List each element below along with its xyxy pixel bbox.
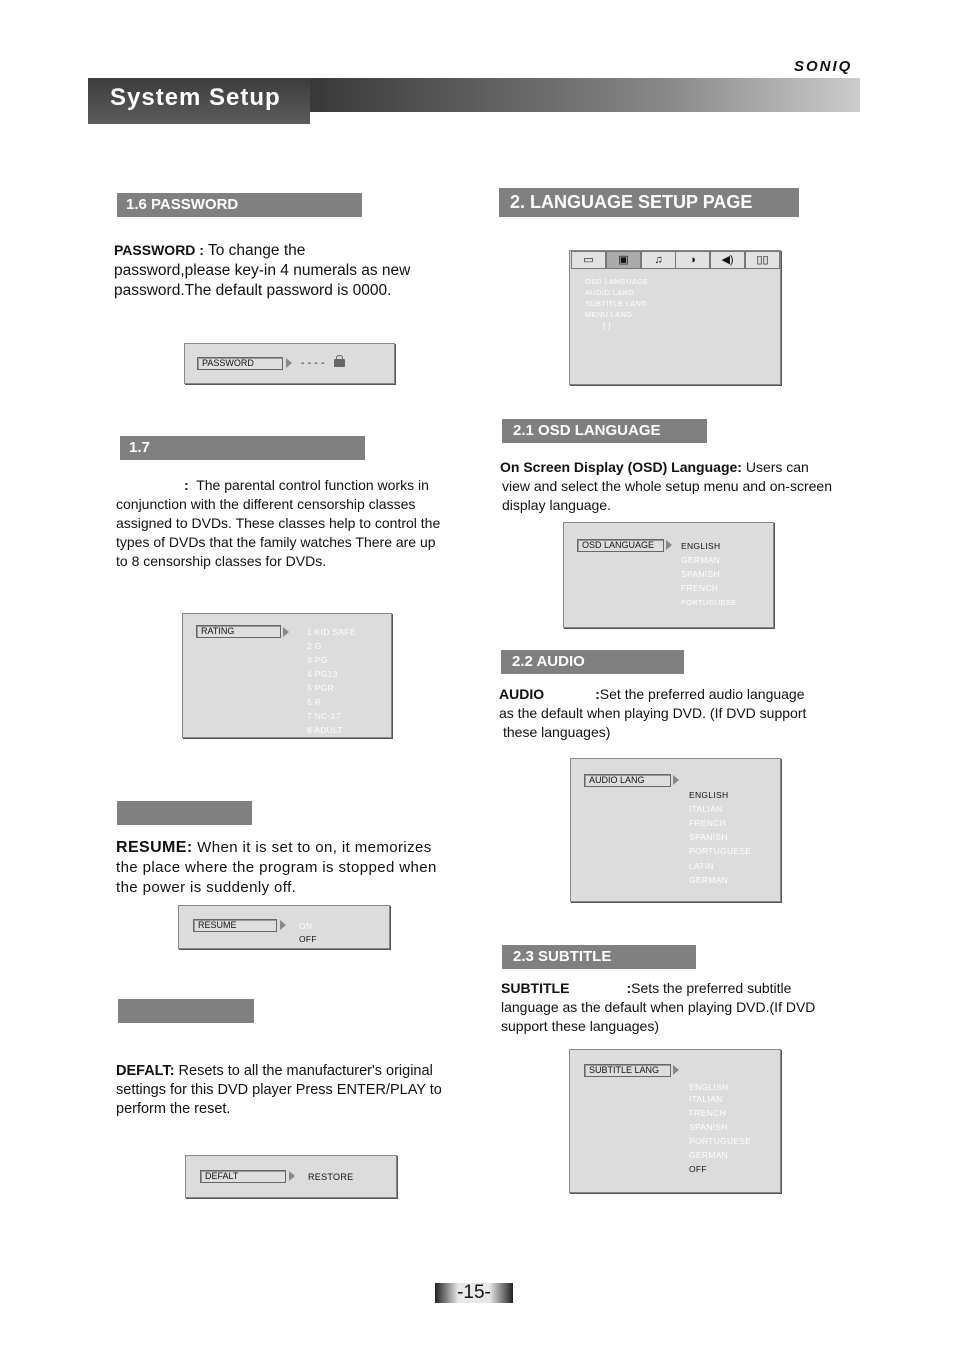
subtitle-option[interactable]: PORTUGUESE [689,1136,752,1146]
section-osd-heading: 2.1 OSD LANGUAGE [502,419,707,443]
subtitle-option[interactable]: GERMAN [689,1150,729,1160]
audio-option[interactable]: LATIN [689,861,714,871]
section-audio-heading: 2.2 AUDIO [501,650,684,674]
audio-option[interactable]: PORTUGUESE [689,846,752,856]
rating-option[interactable]: 1 KID SAFE [307,627,356,637]
resume-option-off[interactable]: OFF [299,934,317,944]
music-icon[interactable]: ♫ [641,251,676,269]
resume-lead: RESUME: [116,839,193,856]
resume-field[interactable]: RESUME [193,919,277,932]
person-icon[interactable]: ▣ [606,251,641,269]
subtitle-lang-field[interactable]: SUBTITLE LANG [584,1064,671,1077]
password-lead: PASSWORD : [114,242,204,258]
section-rating-heading: 1.7 [120,436,365,460]
rating-description: : The parental control function works in conjunction with the different censorship classes assigned to DVDs. These classes help to control the types of DVDs that the family watches There are up to 8 censorship classes for DVDs. [116,477,441,569]
subtitle-lead: SUBTITLE [501,980,570,996]
default-lead: DEFALT: [116,1063,175,1079]
section-language-heading: 2. LANGUAGE SETUP PAGE [499,188,799,217]
osd-option[interactable]: FRENCH [681,583,719,593]
arrow-right-icon [286,358,292,368]
osd-lead: On Screen Display (OSD) Language: [500,459,742,475]
resume-description: RESUME: When it is set to on, it memorizes the place where the program is stopped when the power is suddenly off. [116,839,437,896]
page-number: -15- [457,1282,491,1303]
audio-option[interactable]: ITALIAN [689,804,723,814]
speaker-icon[interactable]: ◀) [710,251,745,269]
arrow-right-icon [666,540,672,550]
section-default-heading [118,999,254,1023]
password-value: - - - - [301,358,325,369]
menu-osd-language[interactable]: OSD LANGUAGE [585,277,649,286]
page-title: System Setup [110,84,281,111]
osd-option[interactable]: PORTUGUESE [681,598,737,607]
arrow-right-icon [673,775,679,785]
rating-option[interactable]: 2 G [307,641,322,651]
rating-option[interactable]: 5 PGR [307,683,335,693]
lock-shackle-icon [336,355,343,361]
subtitle-option[interactable]: ENGLISH [689,1082,729,1092]
rating-option[interactable]: 7 NC-17 [307,711,341,721]
rating-panel [182,613,392,738]
password-panel [184,343,395,384]
osd-option[interactable]: SPANISH [681,569,720,579]
language-setup-panel [569,250,781,385]
arrow-right-icon [289,1171,295,1181]
audio-lead: AUDIO [499,686,545,702]
contrast-icon[interactable]: ◑ [675,251,710,269]
osd-language-field[interactable]: OSD LANGUAGE [577,539,664,552]
osd-option[interactable]: ENGLISH [681,541,721,551]
subtitle-option[interactable]: OFF [689,1164,707,1174]
tv-icon[interactable]: ▭ [571,251,606,269]
restore-option[interactable]: RESTORE [308,1172,354,1182]
brand-logo: SONIQ [794,58,853,75]
arrow-right-icon [673,1065,679,1075]
resume-panel [178,905,390,949]
section-subtitle-heading: 2.3 SUBTITLE [502,945,696,969]
dolby-icon[interactable]: ▯▯ [745,251,780,269]
rating-option[interactable]: 3 PG [307,655,328,665]
arrow-right-icon [283,627,289,637]
audio-panel [570,758,781,902]
subtitle-option[interactable]: ITALIAN [689,1094,723,1104]
audio-option[interactable]: SPANISH [689,832,728,842]
rating-option[interactable]: 6 R [307,697,322,707]
menu-lang-value: [ ] [603,321,611,330]
audio-description: AUDIO :Set the preferred audio language as the default when playing DVD. (If DVD support these languages) [499,686,807,740]
arrow-right-icon [280,920,286,930]
menu-audio-lang[interactable]: AUDIO LANG [585,288,635,297]
section-resume-heading [117,801,252,825]
subtitle-panel [569,1049,781,1193]
osd-panel [563,522,774,628]
audio-option[interactable]: GERMAN [689,875,729,885]
section-password-heading: 1.6 PASSWORD [117,193,362,217]
rating-option[interactable]: 4 PG13 [307,669,338,679]
rating-field[interactable]: RATING [196,625,281,638]
subtitle-description: SUBTITLE :Sets the preferred subtitle language as the default when playing DVD.(If DVD support these languages) [501,980,816,1034]
menu-subtitle-lang[interactable]: SUBTITLE LANG [585,299,648,308]
default-panel [185,1155,397,1198]
subtitle-option[interactable]: SPANISH [689,1122,728,1132]
default-field[interactable]: DEFALT [200,1170,286,1183]
osd-description: On Screen Display (OSD) Language: Users can view and select the whole setup menu and on-screen display language. [500,459,832,513]
resume-option-on[interactable]: ON [299,921,313,931]
audio-option[interactable]: ENGLISH [689,790,729,800]
default-description: DEFALT: Resets to all the manufacturer's original settings for this DVD player Press ENTER/PLAY to perform the reset. [116,1063,442,1117]
password-description: PASSWORD : To change the password,please key-in 4 numerals as new password.The default password is 0000. [114,242,411,299]
subtitle-option[interactable]: FRENCH [689,1108,727,1118]
password-field[interactable]: PASSWORD [197,357,283,370]
rating-option[interactable]: 8 ADULT [307,725,343,735]
osd-option[interactable]: GERMAN [681,555,721,565]
page-number-badge [435,1283,513,1303]
audio-lang-field[interactable]: AUDIO LANG [584,774,671,787]
menu-menu-lang[interactable]: MENU LANG [585,310,633,319]
audio-option[interactable]: FRENCH [689,818,727,828]
